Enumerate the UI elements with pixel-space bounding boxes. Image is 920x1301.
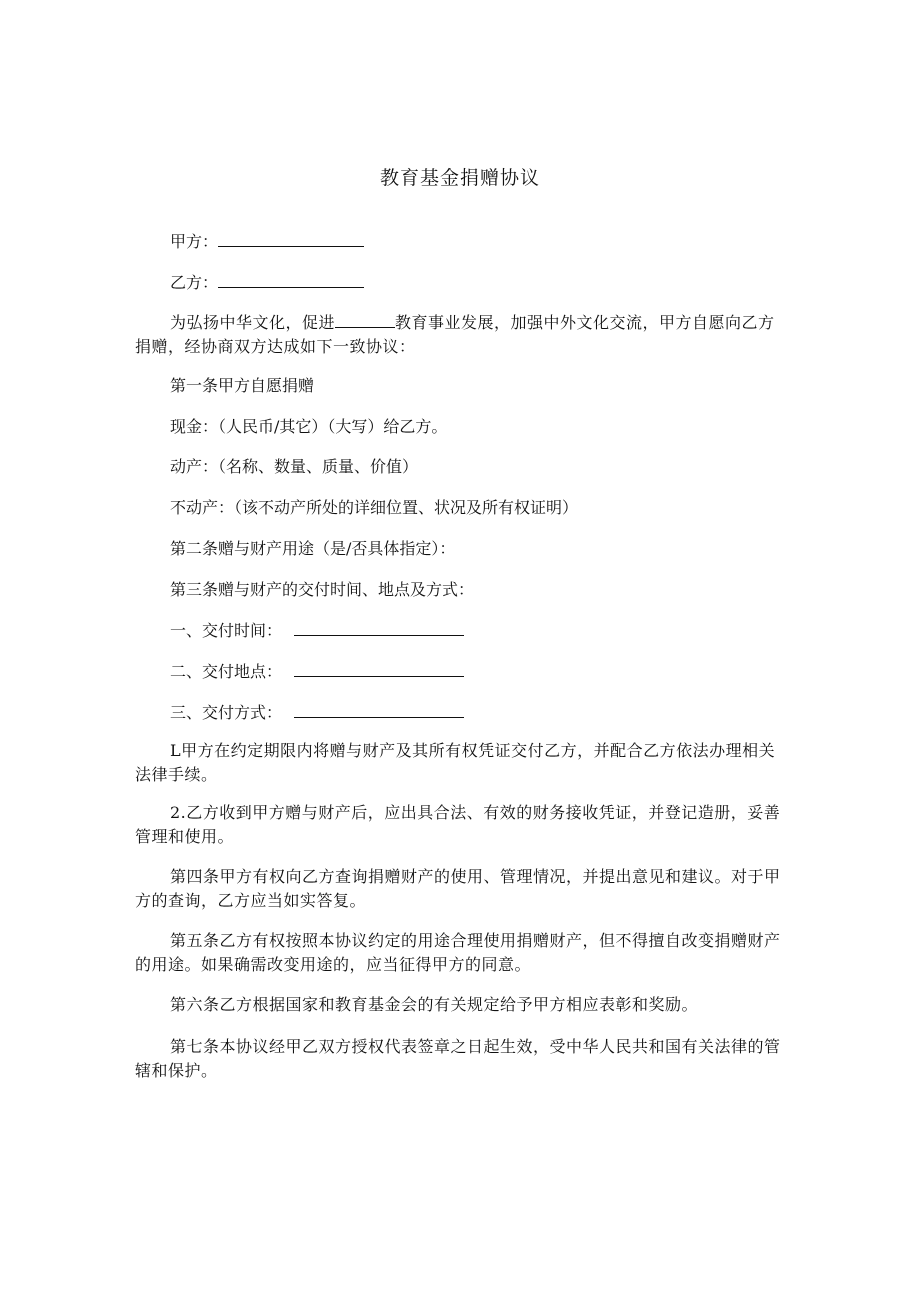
delivery-time-blank[interactable] bbox=[294, 619, 464, 636]
intro-blank[interactable] bbox=[335, 311, 395, 328]
delivery-place-line bbox=[170, 660, 464, 683]
party-a-label: 甲方： bbox=[170, 232, 219, 251]
delivery-place-blank[interactable] bbox=[294, 660, 464, 677]
article3-heading: 第三条赠与财产的交付时间、地点及方式： bbox=[170, 580, 475, 599]
article1-immovable: 不动产：（该不动产所处的详细位置、状况及所有权证明） bbox=[170, 498, 579, 517]
article1-cash: 现金：（人民币/其它）（大写）给乙方。 bbox=[170, 417, 448, 436]
article2-text: 第二条赠与财产用途（是/否具体指定）： bbox=[170, 539, 456, 558]
delivery-time-label: 一、交付时间： bbox=[170, 621, 283, 640]
delivery-method-blank[interactable] bbox=[294, 701, 464, 718]
party-b-blank[interactable] bbox=[218, 271, 364, 288]
delivery-method-line bbox=[170, 701, 464, 724]
party-a-line bbox=[170, 230, 364, 253]
clause-2: 2.乙方收到甲方赠与财产后，应出具合法、有效的财务接收凭证，并登记造册，妥善管理和使用。 bbox=[135, 803, 781, 846]
article1-movable: 动产：（名称、数量、质量、价值） bbox=[170, 457, 419, 476]
article1-heading: 第一条甲方自愿捐赠 bbox=[170, 376, 315, 395]
delivery-place-label: 二、交付地点： bbox=[170, 662, 283, 681]
article6-text: 第六条乙方根据国家和教育基金会的有关规定给予甲方相应表彰和奖励。 bbox=[170, 995, 699, 1014]
delivery-method-label: 三、交付方式： bbox=[170, 703, 283, 722]
article7-text: 第七条本协议经甲乙双方授权代表签章之日起生效，受中华人民共和国有关法律的管辖和保护。 bbox=[135, 1037, 781, 1080]
party-b-label: 乙方： bbox=[170, 273, 219, 292]
party-a-blank[interactable] bbox=[218, 230, 364, 247]
delivery-time-line bbox=[170, 619, 464, 642]
article4-text: 第四条甲方有权向乙方查询捐赠财产的使用、管理情况，并提出意见和建议。对于甲方的查询，乙方应当如实答复。 bbox=[135, 867, 781, 910]
intro-text-after: 教育事业发展，加强中外文化交流，甲方自愿向乙方捐赠，经协商双方达成如下一致协议： bbox=[135, 313, 775, 356]
article5-text: 第五条乙方有权按照本协议约定的用途合理使用捐赠财产，但不得擅自改变捐赠财产的用途。如果确需改变用途的，应当征得甲方的同意。 bbox=[135, 931, 781, 974]
intro-paragraph bbox=[135, 311, 790, 359]
intro-text-before: 为弘扬中华文化，促进 bbox=[170, 313, 336, 332]
party-b-line bbox=[170, 271, 364, 294]
document-title: 教育基金捐赠协议 bbox=[379, 167, 540, 189]
clause-1: L甲方在约定期限内将赠与财产及其所有权凭证交付乙方，并配合乙方依法办理相关法律手续。 bbox=[135, 741, 776, 784]
